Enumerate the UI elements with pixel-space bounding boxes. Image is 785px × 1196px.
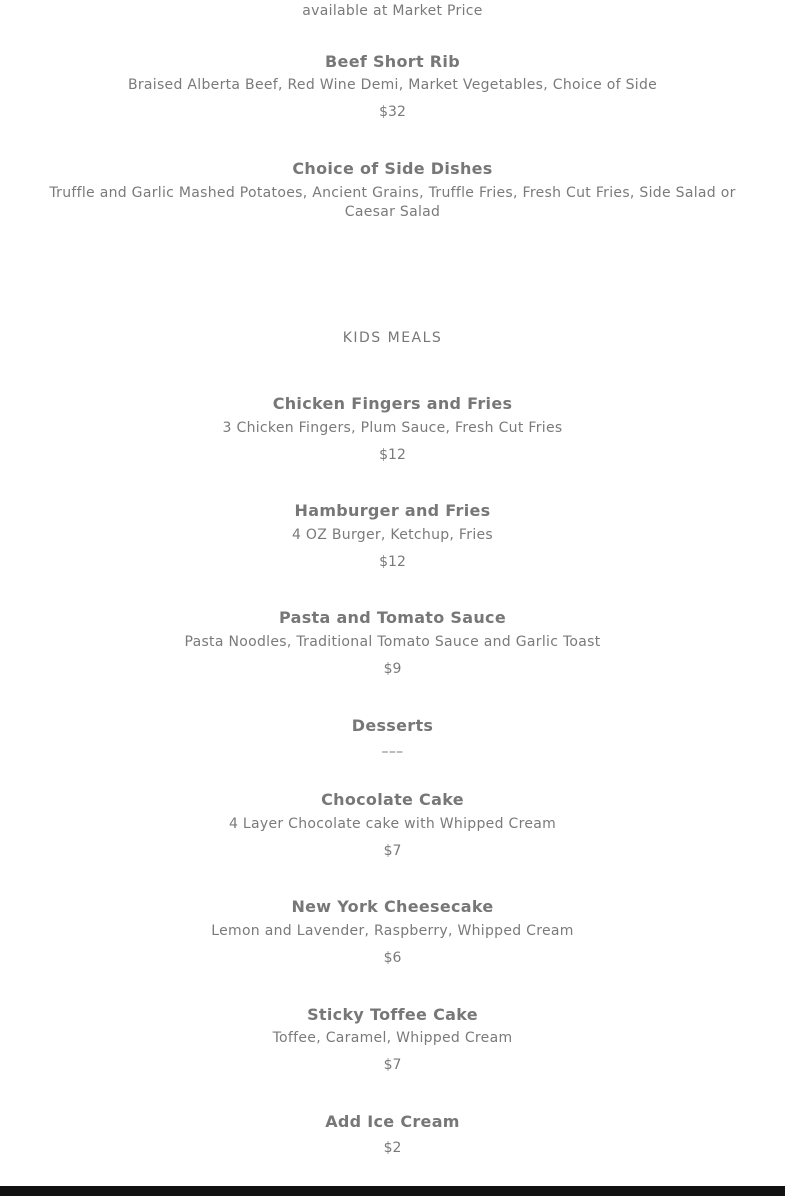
menu-item-description: 4 OZ Burger, Ketchup, Fries	[291, 527, 494, 543]
menu-item-price: $7	[383, 843, 402, 859]
menu-item-title: Hamburger and Fries	[294, 501, 491, 520]
menu-item-description: Toffee, Caramel, Whipped Cream	[272, 1030, 513, 1046]
menu-item-description: Lemon and Lavender, Raspberry, Whipped Cream	[211, 923, 574, 939]
section-heading-desserts: Desserts	[351, 716, 434, 735]
menu-addon-price: $2	[383, 1140, 402, 1156]
menu-item-description: 4 Layer Chocolate cake with Whipped Cream	[228, 816, 557, 832]
menu-item-price: $12	[379, 447, 406, 463]
menu-item-description: Truffle and Garlic Mashed Potatoes, Ancient Grains, Truffle Fries, Fresh Cut Fries, Side Salad or Caesar Salad	[49, 185, 736, 220]
section-heading-kids: KIDS MEALS	[342, 330, 443, 346]
menu-item-title: Beef Short Rib	[325, 52, 460, 71]
menu-addon-title: Add Ice Cream	[325, 1112, 460, 1131]
menu-item-price: $32	[379, 104, 406, 120]
menu-item-title: Choice of Side Dishes	[292, 159, 493, 178]
footer-bar	[0, 1186, 785, 1196]
menu-item-price: $7	[383, 1057, 402, 1073]
menu-item-price: $12	[379, 554, 406, 570]
menu-item-description: Braised Alberta Beef, Red Wine Demi, Market Vegetables, Choice of Side	[127, 77, 658, 93]
menu-item-description: 3 Chicken Fingers, Plum Sauce, Fresh Cut Fries	[222, 420, 563, 436]
menu-item-title: Chocolate Cake	[321, 790, 464, 809]
menu-item-title: Sticky Toffee Cake	[307, 1005, 478, 1024]
menu-item-price: $9	[383, 661, 402, 677]
market-price-note: available at Market Price	[302, 3, 483, 19]
menu-item-price: $6	[383, 950, 402, 966]
menu-item-title: Pasta and Tomato Sauce	[279, 608, 506, 627]
menu-item-title: Chicken Fingers and Fries	[272, 394, 513, 413]
section-divider: –––	[381, 744, 404, 760]
menu-item-title: New York Cheesecake	[291, 897, 494, 916]
menu-item-description: Pasta Noodles, Traditional Tomato Sauce and Garlic Toast	[184, 634, 601, 650]
